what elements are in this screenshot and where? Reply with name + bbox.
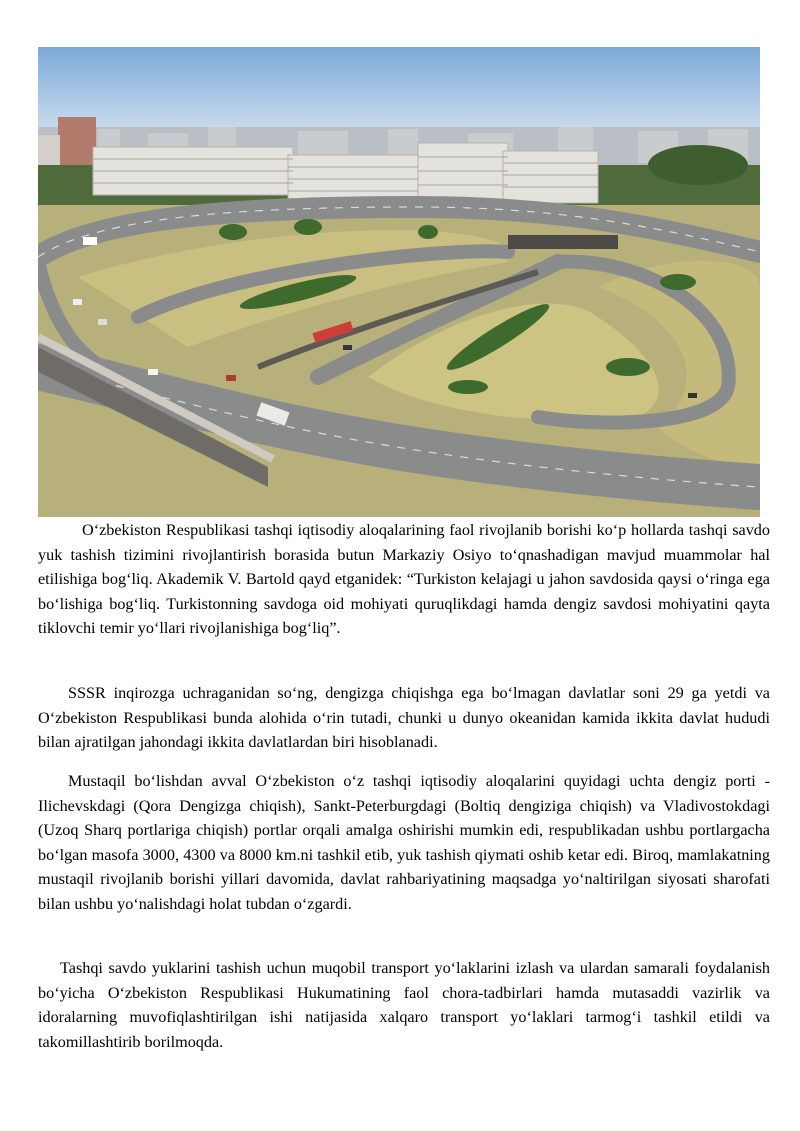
paragraph-1: O‘zbekiston Respublikasi tashqi iqtisodiy aloqalarining faol rivojlanib borishi ko‘p hollarda tashqi savdo yuk tashish tizimini rivojlantirish borasida butun Markaziy Osiyo to‘qnashadigan mavjud muammolar hal etilishiga bog‘liq. Akademik V. Bartold qayd etganidek: “Turkiston kelajagi u jahon savdosida qaysi o‘ringa ega bo‘lishiga bog‘liq. Turkistonning savdoga oid mohiyati quruqlikdagi hamda dengiz savdosi mohiyatini qayta tiklovchi temir yo‘llari rivojlanishiga bog‘liq”. — [38, 521, 770, 638]
paragraph-2: SSSR inqirozga uchraganidan so‘ng, dengizga chiqishga ega bo‘lmagan davlatlar soni 29 ga yetdi va O‘zbekiston Respublikasi bunda alohida o‘rin tutadi, chunki u dunyo okeanidan kamida ikkita davlat hududi bilan ajratilgan jahondagi ikkita davlatlardan biri hisoblanadi. — [38, 684, 770, 752]
interchange-photo — [38, 47, 760, 517]
paragraph-4: Tashqi savdo yuklarini tashish uchun muqobil transport yo‘laklarini izlash va ulardan samarali foydalanish bo‘yicha O‘zbekiston Respublikasi Hukumatining faol chora-tadbirlari hamda mutasaddi vazirlik va idoralarning muvofiqlashtirilgan ishi natijasida xalqaro transport yo‘laklari tarmog‘i tashkil etildi va takomillashtirib borilmoqda. — [38, 959, 770, 1051]
paragraph-3: Mustaqil bo‘lishdan avval O‘zbekiston o‘z tashqi iqtisodiy aloqalarini quyidagi uchta dengiz porti - Ilichevskdagi (Qora Dengizga chiqish), Sankt-Peterburgdagi (Boltiq dengiziga chiqish) va Vladivostokdagi (Uzoq Sharq portlariga chiqish) portlar orqali amalga oshirishi mumkin edi, respublikadan ushbu portlargacha bo‘lgan masofa 3000, 4300 va 8000 km.ni tashkil etib, yuk tashish qiymati oshib ketar edi. Biroq, mamlakatning mustaqil rivojlanib borishi yillari davomida, davlat rahbariyatining maqsadga yo‘naltirilgan siyosati sharofati bilan ushbu yo‘nalishdagi holat tubdan o‘zgardi. — [38, 772, 770, 913]
